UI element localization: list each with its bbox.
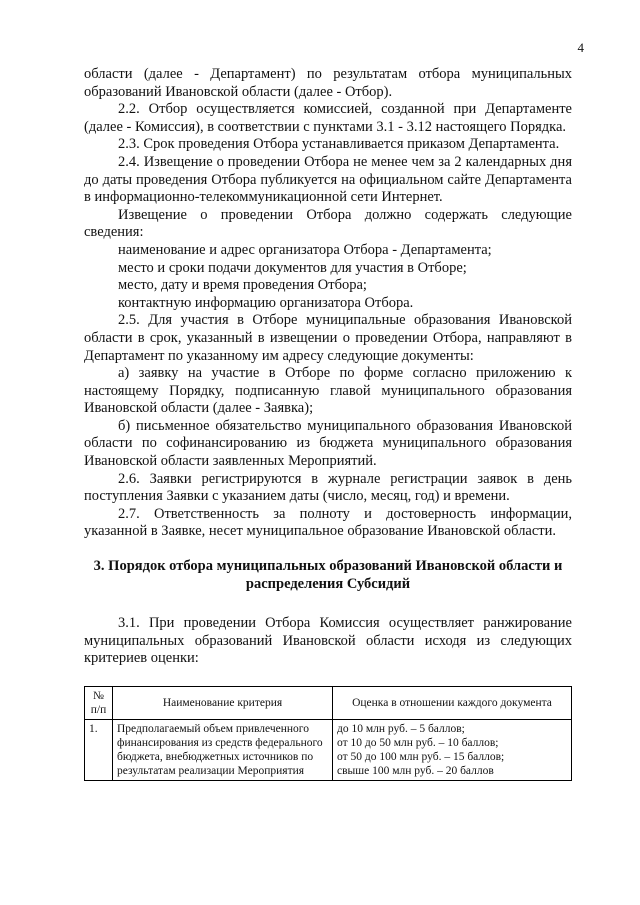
paragraph-2-5-a: а) заявку на участие в Отборе по форме согласно приложению к настоящему Порядку, подписанную главой муниципального образования Ивановской области (далее - Заявка); bbox=[84, 365, 572, 417]
row-num: 1. bbox=[85, 720, 113, 781]
score-line: от 50 до 100 млн руб. – 15 баллов; bbox=[337, 751, 505, 763]
list-item: место, дату и время проведения Отбора; bbox=[118, 277, 367, 294]
criteria-table bbox=[84, 686, 572, 781]
list-item: место и сроки подачи документов для участия в Отборе; bbox=[118, 259, 467, 276]
header-score: Оценка в отношении каждого документа bbox=[333, 687, 572, 720]
paragraph-3-1: 3.1. При проведении Отбора Комиссия осуществляет ранжирование муниципальных образований Ивановской области исходя из следующих критериев оценки: bbox=[84, 615, 572, 667]
list-item: контактную информацию организатора Отбора. bbox=[118, 294, 414, 311]
table-row bbox=[85, 720, 572, 781]
list-item: наименование и адрес организатора Отбора - Департамента; bbox=[118, 241, 492, 258]
table-header-row bbox=[85, 687, 572, 720]
paragraph-2-7: 2.7. Ответственность за полноту и достоверность информации, указанной в Заявке, несет муниципальное образование Ивановской области. bbox=[84, 505, 572, 540]
paragraph-2-3: 2.3. Срок проведения Отбора устанавливается приказом Департамента. bbox=[118, 136, 560, 153]
row-criterion-name: Предполагаемый объем привлеченного финансирования из средств федерального бюджета, внебюджетных источников по результатам реализации Мероприятия bbox=[113, 720, 333, 781]
paragraph-2-6: 2.6. Заявки регистрируются в журнале регистрации заявок в день поступления Заявки с указанием даты (число, месяц, год) и времени. bbox=[84, 470, 572, 505]
paragraph-continuation: области (далее - Департамент) по результатам отбора муниципальных образований Ивановской области (далее - Отбор). bbox=[84, 66, 572, 100]
paragraphs-top bbox=[84, 66, 572, 541]
header-num: № п/п bbox=[85, 687, 113, 720]
score-line: свыше 100 млн руб. – 20 баллов bbox=[337, 765, 494, 777]
paragraph-2-5: 2.5. Для участия в Отборе муниципальные образования Ивановской области в срок, указанный в извещении о проведении Отбора, направляют в Департамент по указанному им адресу следующие документы: bbox=[84, 312, 572, 364]
paragraph-2-4: 2.4. Извещение о проведении Отбора не менее чем за 2 календарных дня до даты проведения Отбора публикуется на официальном сайте Департамента в информационно-телекоммуникационной сети Интернет. bbox=[84, 153, 572, 206]
paragraph-notice-content: Извещение о проведении Отбора должно содержать следующие сведения: bbox=[84, 206, 572, 241]
paragraph-2-2: 2.2. Отбор осуществляется комиссией, созданной при Департаменте (далее - Комиссия), в соответствии с пунктами 3.1 - 3.12 настоящего Порядка. bbox=[84, 101, 572, 135]
row-score bbox=[333, 720, 572, 781]
score-line: до 10 млн руб. – 5 баллов; bbox=[337, 723, 465, 735]
paragraph-2-5-b: б) письменное обязательство муниципального образования Ивановской области по софинансированию из бюджета муниципального образования Ивановской области заявленных Мероприятий. bbox=[84, 417, 572, 470]
section-heading: 3. Порядок отбора муниципальных образований Ивановской области и распределения Субсидий bbox=[93, 558, 563, 592]
score-line: от 10 до 50 млн руб. – 10 баллов; bbox=[337, 737, 499, 749]
page-number: 4 bbox=[577, 40, 584, 55]
document-body bbox=[84, 66, 572, 781]
header-criterion-name: Наименование критерия bbox=[113, 687, 333, 720]
